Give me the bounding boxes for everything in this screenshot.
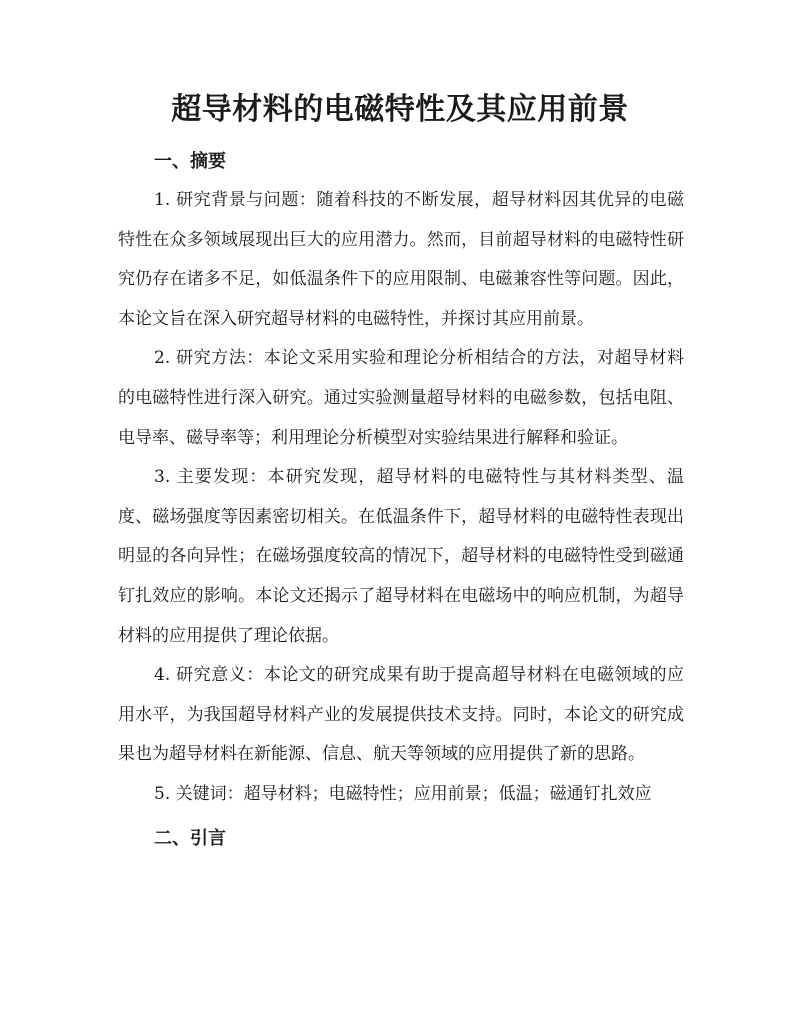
section-heading-introduction: 二、引言 bbox=[154, 827, 226, 849]
document-body bbox=[118, 142, 684, 858]
abstract-paragraph-background: 1. 研究背景与问题：随着科技的不断发展，超导材料因其优异的电磁特性在众多领域展现出巨大的应用潜力。然而，目前超导材料的电磁特性研究仍存在诸多不足，如低温条件下的应用限制、电磁兼容性等问题。因此，本论文旨在深入研究超导材料的电磁特性，并探讨其应用前景。 bbox=[118, 190, 684, 329]
abstract-paragraph-methods: 2. 研究方法：本论文采用实验和理论分析相结合的方法，对超导材料的电磁特性进行深入研究。通过实验测量超导材料的电磁参数，包括电阻、电导率、磁导率等；利用理论分析模型对实验结果进行解释和验证。 bbox=[118, 348, 684, 448]
abstract-paragraph-significance: 4. 研究意义：本论文的研究成果有助于提高超导材料在电磁领域的应用水平，为我国超导材料产业的发展提供技术支持。同时，本论文的研究成果也为超导材料在新能源、信息、航天等领域的应用提供了新的思路。 bbox=[118, 665, 684, 765]
document-title: 超导材料的电磁特性及其应用前景 bbox=[171, 92, 629, 127]
abstract-paragraph-findings: 3. 主要发现：本研究发现，超导材料的电磁特性与其材料类型、温度、磁场强度等因素密切相关。在低温条件下，超导材料的电磁特性表现出明显的各向异性；在磁场强度较高的情况下，超导材料的电磁特性受到磁通钉扎效应的影响。本论文还揭示了超导材料在电磁场中的响应机制，为超导材料的应用提供了理论依据。 bbox=[118, 467, 684, 646]
abstract-paragraph-keywords: 5. 关键词：超导材料；电磁特性；应用前景；低温；磁通钉扎效应 bbox=[154, 783, 652, 804]
section-heading-abstract: 一、摘要 bbox=[154, 151, 226, 172]
